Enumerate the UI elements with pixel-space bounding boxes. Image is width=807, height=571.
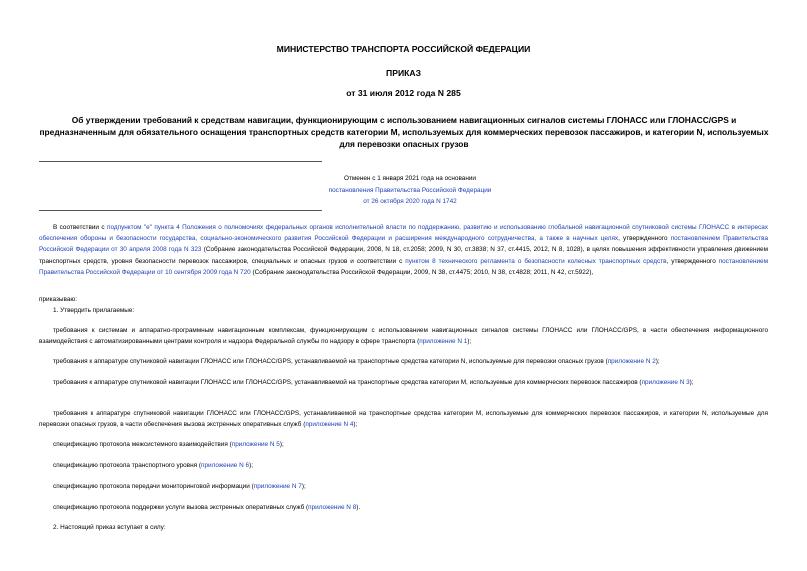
- list-item: спецификацию протокола поддержки услуги вызова экстренных оперативных служб (приложение N 8).: [53, 504, 361, 511]
- list-item: спецификацию протокола межсистемного взаимодействия (приложение N 5);: [53, 441, 284, 448]
- list-item: спецификацию протокола передачи мониторинговой информации (приложение N 7);: [53, 483, 306, 490]
- list-item: требования к аппаратуре спутниковой навигации ГЛОНАСС или ГЛОНАСС/GPS, устанавливаемой на транспортные средства категории M, используемые для коммерческих перевозок пассажиров, и категории N, используемые для перевозки опасных грузов, в части обеспечения вызова экстренных оперативных служб (приложение N 4);: [39, 410, 768, 429]
- appendix-3-link[interactable]: приложение N 3: [641, 379, 690, 386]
- document-type: ПРИКАЗ: [386, 68, 421, 78]
- cancel-note-text: Отменен с 1 января 2021 года на основании: [343, 175, 476, 182]
- appendix-2-link[interactable]: приложение N 2: [607, 358, 656, 365]
- list-item: требования к аппаратуре спутниковой навигации ГЛОНАСС или ГЛОНАСС/GPS, устанавливаемой на транспортные средства категории N, используемые для перевозки опасных грузов (приложение N 2);: [53, 358, 660, 365]
- divider-bottom: [39, 210, 322, 211]
- link-resolution-323[interactable]: постановлением Правительства Российской Федерации от 30 апреля 2008 года N 323: [39, 235, 768, 254]
- cancel-link-date[interactable]: от 26 октября 2020 года N 1742: [363, 198, 457, 205]
- link-regulation-4e[interactable]: подпунктом "е" пункта 4 Положения о полномочиях федеральных органов исполнительной власти по поддержанию, развитию и использованию глобальной навигационной спутниковой системы ГЛОНАСС в интересах обеспечения обороны и безопасности государства, социально-экономического развития Российской Федерации и расширения международного сотрудничества, а также в научных целях: [39, 224, 768, 243]
- point-1: 1. Утвердить прилагаемые:: [53, 307, 135, 314]
- preamble-text-4: , утвержденного: [666, 257, 719, 265]
- preamble-text-5: (Собрание законодательства Российской Федерации, 2009, N 38, ст.4475; 2010, N 38, ст.4828; 2011, N 42, ст.5922),: [250, 268, 594, 276]
- appendix-4-link[interactable]: приложение N 4: [305, 421, 354, 429]
- preamble-text-1: В соответствии с: [53, 224, 107, 231]
- cancel-link-resolution[interactable]: постановления Правительства Российской Федерации: [328, 186, 492, 194]
- list-item: требования к системам и аппаратно-программным навигационным комплексам, функционирующим с использованием навигационных сигналов системы ГЛОНАСС или ГЛОНАСС/GPS, в части обеспечения информационного взаимодействия с автоматизированными центрами контроля и надзора Федеральной службы по надзору в сфере транспорта (приложение N 1);: [39, 327, 768, 346]
- appendix-7-link[interactable]: приложение N 7: [253, 483, 302, 490]
- preamble-text-2: , утвержденного: [618, 235, 671, 243]
- appendix-5-link[interactable]: приложение N 5: [231, 441, 280, 448]
- point-2: 2. Настоящий приказ вступает в силу:: [53, 524, 166, 531]
- appendix-6-link[interactable]: приложение N 6: [200, 462, 250, 469]
- preamble-paragraph: [39, 222, 768, 278]
- link-resolution-720[interactable]: постановлением Правительства Российской Федерации от 10 сентября 2009 года N 720: [39, 257, 768, 276]
- divider-top: [39, 161, 322, 162]
- document-date: от 31 июля 2012 года N 285: [346, 88, 461, 98]
- list-item: требования к аппаратуре спутниковой навигации ГЛОНАСС или ГЛОНАСС/GPS, устанавливаемой на транспортные средства категории M, используемые для коммерческих перевозок пассажиров (приложение N 3);: [53, 379, 694, 386]
- preamble-text-3: (Собрание законодательства Российской Федерации, 2008, N 18, ст.2058; 2009, N 30, ст.3838; N 37, ст.4415, 2012, N 8, 1028), в целях повышения эффективности управления движением транспортных средств, уровня безопасности перевозок пассажиров, специальных и опасных грузов и соответствии с: [39, 246, 768, 265]
- ministry-name: МИНИСТЕРСТВО ТРАНСПОРТА РОССИЙСКОЙ ФЕДЕРАЦИИ: [276, 44, 531, 54]
- list-item: спецификацию протокола транспортного уровня (приложение N 6);: [53, 462, 253, 469]
- link-tech-regulation-8[interactable]: пунктом 8 технического регламента о безопасности колесных транспортных средств: [405, 257, 667, 265]
- cancel-note: [60, 173, 760, 208]
- document-title: Об утверждении требований к средствам навигации, функционирующим с использованием навигационных сигналов системы ГЛОНАСС или ГЛОНАСС/GPS и предназначенным для обязательного оснащения транспортных средств категории M, используемых для коммерческих перевозок пассажиров, и категории N, используемых для перевозки опасных грузов: [39, 115, 769, 150]
- order-word: приказываю:: [39, 296, 77, 303]
- appendix-1-link[interactable]: приложение N 1: [419, 338, 468, 346]
- appendix-8-link[interactable]: приложение N 8: [308, 504, 357, 511]
